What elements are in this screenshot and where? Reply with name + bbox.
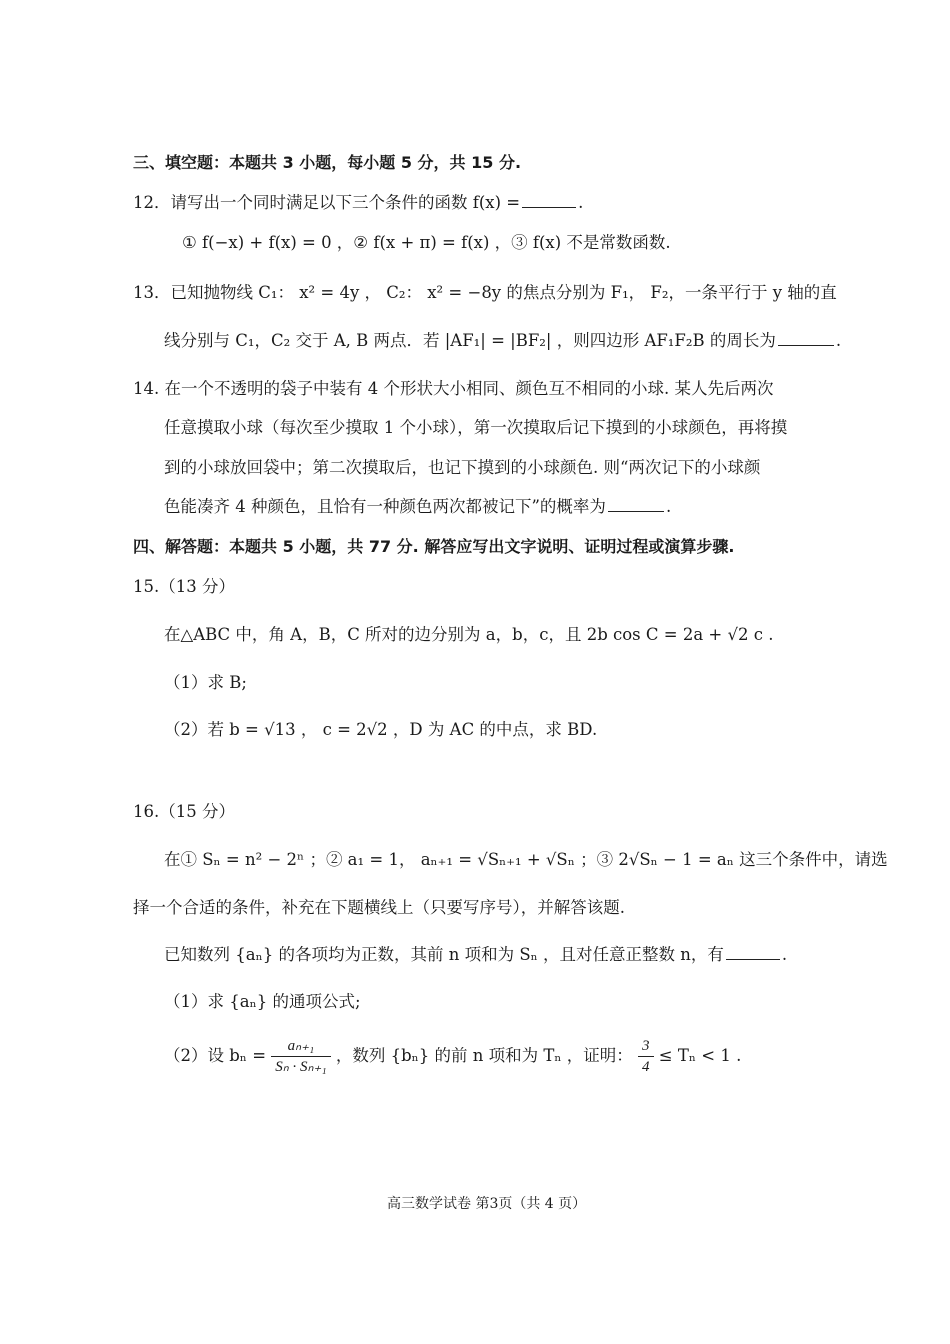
question-13-text: 线分别与 C₁，C₂ 交于 A, B 两点．若 |AF₁| = |BF₂| ，则四边形 AF₁F₂B 的周长为 <box>164 331 776 350</box>
question-14-line-3: 到的小球放回袋中；第二次摸取后，也记下摸到的小球颜色. 则“两次记下的小球颜 <box>164 458 761 477</box>
question-16-title: 16.（15 分） <box>133 802 235 821</box>
question-12-line-1: 12．请写出一个同时满足以下三个条件的函数 f(x) = . <box>133 193 584 212</box>
question-16-text: 已知数列 {aₙ} 的各项均为正数，其前 n 项和为 Sₙ ，且对任意正整数 n，有 <box>164 945 724 964</box>
question-15-stem: 在△ABC 中，角 A，B，C 所对的边分别为 a，b，c，且 2b cos C = 2a + √2 c . <box>164 625 774 644</box>
section-3-heading: 三、填空题：本题共 3 小题，每小题 5 分，共 15 分. <box>133 153 522 172</box>
question-14-line-2: 任意摸取小球（每次至少摸取 1 个小球），第一次摸取后记下摸到的小球颜色，再将摸 <box>164 418 788 437</box>
answer-blank <box>522 206 576 208</box>
fraction-b-n: $\frac{\text{aₙ₊₁}}{\text{Sₙ · Sₙ₊₁}}$ <box>271 1036 330 1077</box>
question-16-part-1: （1）求 {aₙ} 的通项公式; <box>164 992 361 1011</box>
question-14-text: 色能凑齐 4 种颜色，且恰有一种颜色两次都被记下”的概率为 <box>164 497 606 516</box>
fraction-three-quarters: $\frac{3}{4}$ <box>638 1036 654 1077</box>
question-12-conditions: ① f(−x) + f(x) = 0 ，② f(x + π) = f(x) ，③ f(x) 不是常数函数. <box>182 233 671 252</box>
answer-blank <box>778 344 834 346</box>
section-4-heading: 四、解答题：本题共 5 小题，共 77 分. 解答应写出文字说明、证明过程或演算步骤. <box>133 537 735 556</box>
question-16-part-2: （2）设 bₙ = $\frac{\text{aₙ₊₁}}{\text{Sₙ · Sₙ₊₁}}$ ，数列 {bₙ} 的前 n 项和为 Tₙ ，证明： $\frac{3}{4}$ ≤ Tₙ < 1 . <box>164 1038 742 1075</box>
question-13-line-1: 13．已知抛物线 C₁： x² = 4y ， C₂： x² = −8y 的焦点分别为 F₁， F₂，一条平行于 y 轴的直 <box>133 283 837 302</box>
question-15-title: 15.（13 分） <box>133 577 235 596</box>
answer-blank <box>608 510 664 512</box>
question-16-line-2: 择一个合适的条件，补充在下题横线上（只要写序号），并解答该题. <box>133 898 625 917</box>
question-15-part-1: （1）求 B; <box>164 673 247 692</box>
question-16-line-3: 已知数列 {aₙ} 的各项均为正数，其前 n 项和为 Sₙ ，且对任意正整数 n，有 . <box>164 945 788 964</box>
answer-blank <box>726 958 780 960</box>
page-footer: 高三数学试卷 第3页（共 4 页） <box>387 1196 587 1212</box>
question-13-line-2: 线分别与 C₁，C₂ 交于 A, B 两点．若 |AF₁| = |BF₂| ，则四边形 AF₁F₂B 的周长为 . <box>164 331 842 350</box>
question-14-line-1: 14. 在一个不透明的袋子中装有 4 个形状大小相同、颜色互不相同的小球. 某人先后两次 <box>133 379 774 398</box>
question-12-text: 12．请写出一个同时满足以下三个条件的函数 f(x) = <box>133 193 521 212</box>
question-16-line-1: 在① Sₙ = n² − 2ⁿ ；② a₁ = 1， aₙ₊₁ = √Sₙ₊₁ + √Sₙ ；③ 2√Sₙ − 1 = aₙ 这三个条件中，请选 <box>164 850 888 869</box>
question-14-line-4: 色能凑齐 4 种颜色，且恰有一种颜色两次都被记下”的概率为 . <box>164 497 672 516</box>
question-15-part-2: （2）若 b = √13 ， c = 2√2 ，D 为 AC 的中点，求 BD. <box>164 720 598 739</box>
